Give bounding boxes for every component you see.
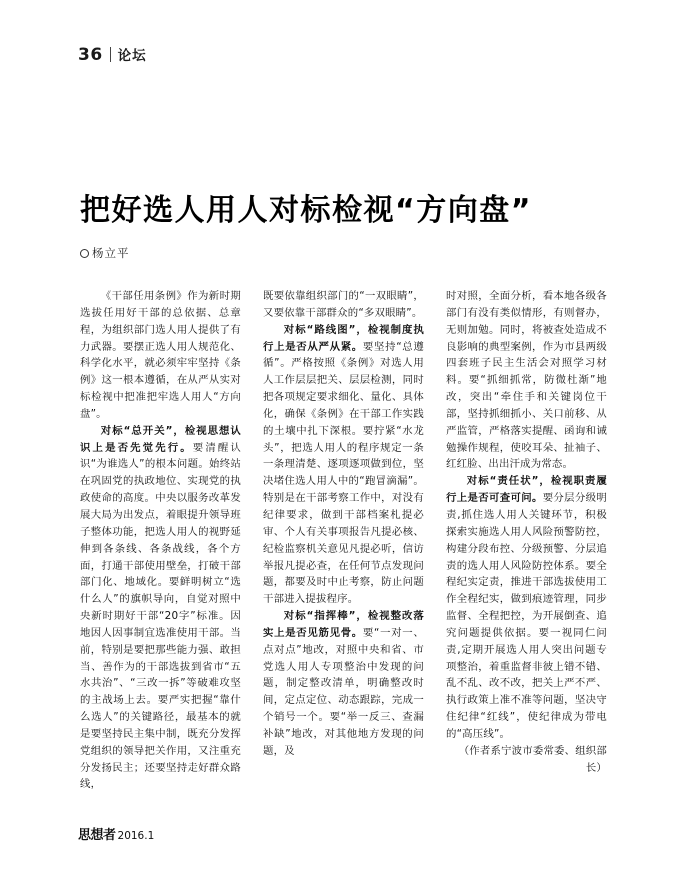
column-2 bbox=[263, 288, 424, 793]
paragraph: 对标“责任状”，检视职责履行上是否可查可问。要分层分级明责,抓住选人用人关键环节，积极探索实施选人用人风险预警防控，构建分段布控、分级预警、分层追责的选人用人风险防控体系。要全程纪实定责，推进干部选拔使用工作全程纪实，做到痕迹管理，同步监督、全程把控，为开展倒查、追究问题提供依据。要一视同仁问责,定期开展选人用人突出问题专项整治，着重监督非彼上错不错、乱不乱、改不改，把关上严不严、执行政策上准不准等问题，坚决守住纪律“红线”，使纪律成为带电的“高压线”。 bbox=[446, 475, 607, 740]
publication-logo: 思想者 bbox=[78, 828, 116, 843]
author-affiliation: （作者系宁波市委常委、组织部长） bbox=[458, 744, 607, 774]
page-header bbox=[78, 44, 147, 65]
page-title: 把好选人用人对标检视“方向盘” bbox=[80, 193, 532, 229]
header-divider bbox=[110, 47, 111, 62]
paragraph: 既要依靠组织部门的“一双眼睛”，又要依靠干部群众的“多双眼睛”。 bbox=[263, 290, 424, 319]
paragraph: 对标“指挥棒”，检视整改落实上是否见筋见骨。要“一对一、点对点”地改，对照中央和省、市党选人用人专项整治中发现的问题，制定整改清单，明确整改时间，定点定位、动态跟踪，完成一个销号一个。要“举一反三、查漏补缺”地改，对其他地方发现的问题，及 bbox=[263, 610, 424, 757]
paragraph: 时对照，全面分析，看本地各级各部门有没有类似情形，有则督办，无则加勉。同时，将被查处造成不良影响的典型案例，作为市县两级四套班子民主生活会对照学习材料。要“抓细抓常，防微杜渐”地改，突出“牵住手和关键岗位干部，坚持抓细抓小、关口前移、从严监管，严格落实提醒、函询和诫勉操作规程，使咬耳朵、扯袖子、红红脸、出出汗成为常态。 bbox=[446, 290, 607, 471]
section-label: 论坛 bbox=[117, 48, 147, 64]
paragraph: 《干部任用条例》作为新时期选拔任用好干部的总依据、总章程，为组织部门选人用人提供了有力武器。要摆正选人用人规范化、科学化水平，就必须牢牢坚持《条例》这一根本遵循，在从严从实对标检视中把准把牢选人用人“方向盘”。 bbox=[80, 290, 241, 420]
page-footer bbox=[78, 829, 154, 842]
page-number: 36 bbox=[78, 45, 103, 65]
issue-date: 2016.1 bbox=[117, 829, 155, 842]
column-1 bbox=[80, 288, 241, 793]
article-body bbox=[80, 288, 607, 793]
bullet-icon bbox=[80, 249, 89, 258]
paragraph: 对标“路线图”，检视制度执行上是否从严从紧。要坚持“总遵循”。严格按照《条例》对选人用人工作层层把关、层层检测，同时把各项规定要求细化、量化、具体化，确保《条例》在干部工作实践的土壤中扎下深根。要拧紧“水龙头”，把选人用人的程序规定一条一条理清楚、逐项逐项做到位，坚决堵住选人用人中的“跑冒滴漏”。特别是在干部考察工作中，对没有纪律要求，做到干部档案札提必审、个人有关事项报告凡提必核、纪检监察机关意见凡提必听，信访举报凡提必查，在任何节点发现问题，都要及时中止考察，防止问题干部进入提拔程序。 bbox=[263, 323, 424, 606]
author-name: 杨立平 bbox=[92, 246, 130, 260]
byline bbox=[80, 245, 130, 261]
paragraph: 对标“总开关”，检视思想认识上是否先觉先行。要清醒认识“为谁选人”的根本问题。始终站在巩固党的执政地位、实现党的执政使命的高度。中央以服务改革发展大局为出发点，着眼提升领导班子整体功能，把选人用人的视野延伸到各条线、各条战线，各个方面，打通干部使用壁垒，打破干部部门化、地域化。要鲜明树立“选什么人”的旗帜导向，自觉对照中央新时期好干部“20字”标准。因地因人因事制宜选准使用干部。当前，特别是要把那些能力强、敢担当、善作为的干部选拔到省市“五水共治”、“三改一拆”等破难攻坚的主战场上去。要严实把握“靠什么选人”的关键路径，最基本的就是要坚持民主集中制，既充分发挥党组织的领导把关作用，又注重充分发扬民主；还要坚持走好群众路线， bbox=[80, 424, 241, 791]
column-3 bbox=[446, 288, 607, 793]
